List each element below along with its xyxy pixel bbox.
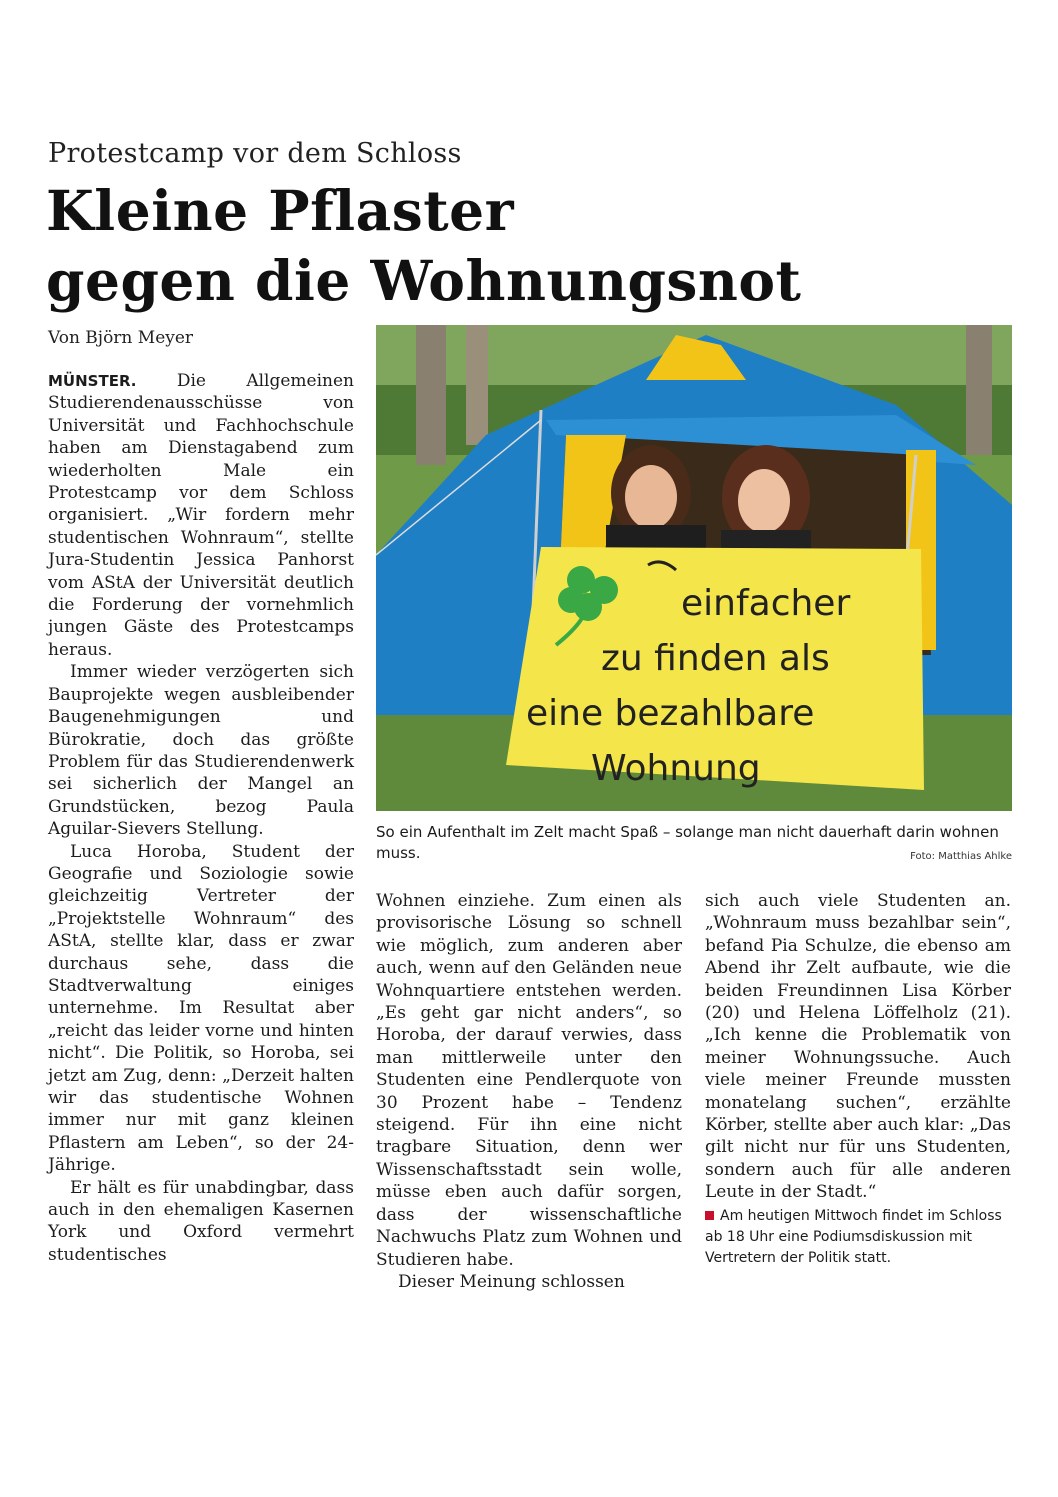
- paragraph-1: [48, 370, 354, 661]
- text-column-2: [376, 890, 682, 1293]
- article-headline: [46, 176, 1026, 316]
- tent-illustration: [376, 325, 1012, 811]
- event-note: [705, 1206, 1011, 1269]
- paragraph-3: Luca Horoba, Student der Geografie und Soziologie sowie gleichzeitig Vertreter der „Projektstelle Wohnraum“ des AStA, stellte klar, dass er zwar durchaus sehe, dass die Stadtverwaltung einiges unternehme. Im Resultat aber „reicht das leider vorne und hinten nicht“. Die Politik, so Horoba, sei jetzt am Zug, denn: „Derzeit halten wir das studentische Wohnen immer nur mit ganz kleinen Pflastern am Leben“, so der 24-Jährige.: [48, 841, 354, 1176]
- paragraph-1-text: Die Allgemeinen Studierendenausschüsse von Universität und Fachhochschule haben am Dienstagabend zum wiederholten Male ein Protestcamp vor dem Schloss organisiert. „Wir fordern mehr studentischen Wohnraum“, stellte Jura-Studentin Jessica Panhorst vom AStA der Universität deutlich die Forderung der vornehmlich jungen Gäste des Protestcamps heraus.: [48, 371, 354, 660]
- paragraph-4: Er hält es für unabdingbar, dass auch in den ehemaligen Kasernen York und Oxford vermehrt studentisches: [48, 1177, 354, 1265]
- sign-line-4: Wohnung: [591, 748, 761, 789]
- event-note-text: Am heutigen Mittwoch findet im Schloss ab 18 Uhr eine Podiumsdiskussion mit Vertretern der Politik statt.: [705, 1207, 1002, 1266]
- paragraph-6: Dieser Meinung schlossen: [398, 1271, 625, 1292]
- paragraph-5: Wohnen einziehe. Zum einen als provisorische Lösung so schnell wie möglich, zum anderen aber auch, wenn auf den Geländen neue Wohnquartiere entstehen werden. „Es geht gar nicht anders“, so Horoba, der darauf verwies, dass man mittlerweile unter den Studenten eine Pendlerquote von 30 Prozent habe – Tendenz steigend. Für ihn eine nicht tragbare Situation, denn wer Wissenschaftsstadt sein wolle, müsse eben auch dafür sorgen, dass der wissenschaftliche Nachwuchs Platz zum Wohnen und Studieren habe.: [376, 891, 682, 1270]
- article-photo: [376, 325, 1012, 811]
- headline-line-1: Kleine Pflaster: [46, 178, 515, 243]
- dateline: MÜNSTER.: [48, 372, 137, 390]
- text-column-1: [48, 370, 354, 1266]
- headline-line-2: gegen die Wohnungsnot: [46, 248, 802, 313]
- article-kicker: Protestcamp vor dem Schloss: [48, 138, 462, 169]
- sign-line-2: zu finden als: [601, 638, 830, 679]
- article-byline: Von Björn Meyer: [48, 328, 194, 348]
- paragraph-7: sich auch viele Studenten an. „Wohnraum muss bezahlbar sein“, befand Pia Schulze, die ebenso am Abend ihr Zelt aufbaute, wie die beiden Freundinnen Lisa Körber (20) und Helena Löffelholz (21). „Ich kenne die Problematik von meiner Wohnungssuche. Auch viele meiner Freunde mussten monatelang suchen“, erzählte Körber, stellte aber auch klar: „Das gilt nicht nur für uns Studenten, sondern auch für alle anderen Leute in der Stadt.“: [705, 891, 1011, 1203]
- text-column-3: [705, 890, 1011, 1269]
- sign-line-1: einfacher: [681, 583, 851, 624]
- red-square-icon: [705, 1211, 714, 1220]
- sign-line-3: eine bezahlbare: [526, 693, 815, 734]
- paragraph-2: Immer wieder verzögerten sich Bauprojekte wegen ausbleibender Baugenehmigungen und Bürokratie, doch das größte Problem für das Studierendenwerk sei sicherlich der Mangel an Grundstücken, bezog Paula Aguilar-Sievers Stellung.: [48, 662, 354, 840]
- photo-caption: So ein Aufenthalt im Zelt macht Spaß – solange man nicht dauerhaft darin wohnen muss.: [376, 823, 999, 862]
- photo-credit: Foto: Matthias Ahlke: [910, 851, 1012, 862]
